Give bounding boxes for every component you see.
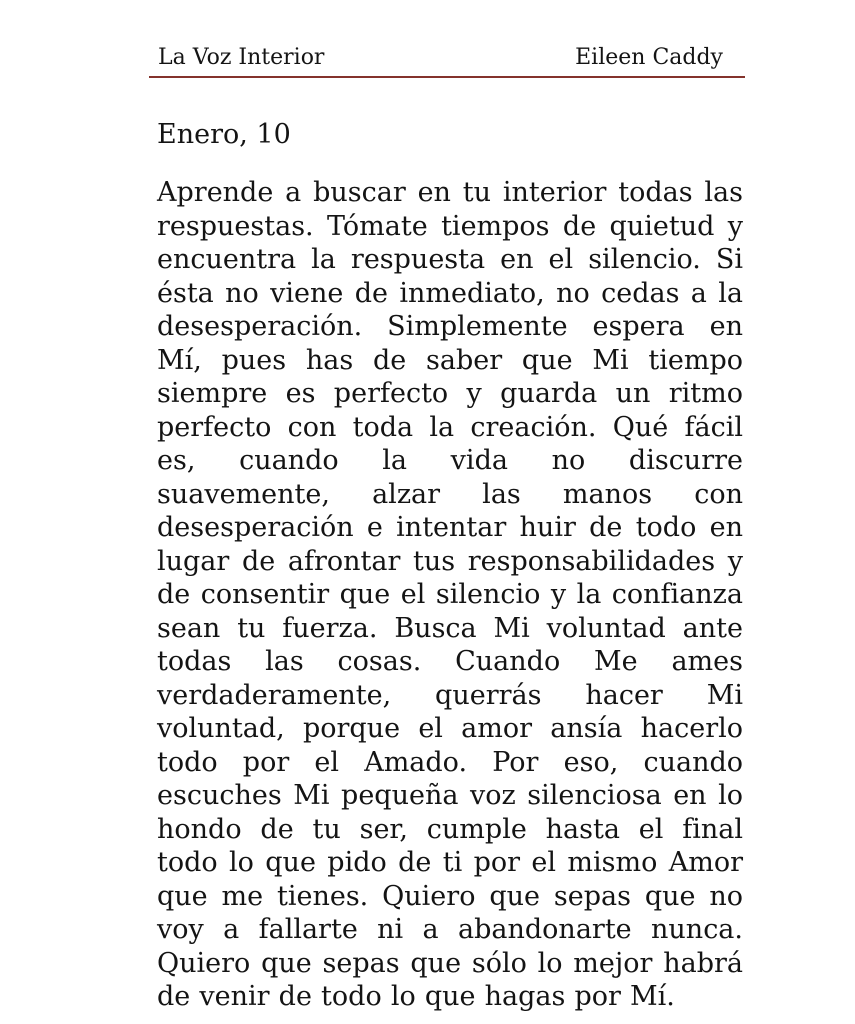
entry-paragraph: Aprende a buscar en tu interior todas las respuestas. Tómate tiempos de quietud y encuentra la respuesta en el silencio. Si ésta no viene de inmediato, no cedas a la desesperación. Simplemente espera en Mí, pues has de saber que Mi tiempo siempre es perfecto y guarda un ritmo perfecto con toda la creación. Qué fácil es, cuando la vida no discurre suavemente, alzar las manos con desesperación e intentar huir de todo en lugar de afrontar tus responsabilidades y de consentir que el silencio y la confianza sean tu fuerza. Busca Mi voluntad ante todas las cosas. Cuando Me ames verdaderamente, querrás hacer Mi voluntad, porque el amor ansía hacerlo todo por el Amado. Por eso, cuando escuches Mi pequeña voz silenciosa en lo hondo de tu ser, cumple hasta el final todo lo que pido de ti por el mismo Amor que me tienes. Quiero que sepas que no voy a fallarte ni a abandonarte nunca. Quiero que sepas que sólo lo mejor habrá de venir de todo lo que hagas por Mí. bbox=[157, 177, 743, 1012]
page-header bbox=[149, 45, 745, 78]
page-body bbox=[149, 118, 745, 1014]
page-content bbox=[149, 45, 745, 1014]
running-header-author: Eileen Caddy bbox=[575, 45, 723, 70]
running-header-book-title: La Voz Interior bbox=[158, 45, 325, 70]
date-heading: Enero, 10 bbox=[157, 119, 291, 150]
